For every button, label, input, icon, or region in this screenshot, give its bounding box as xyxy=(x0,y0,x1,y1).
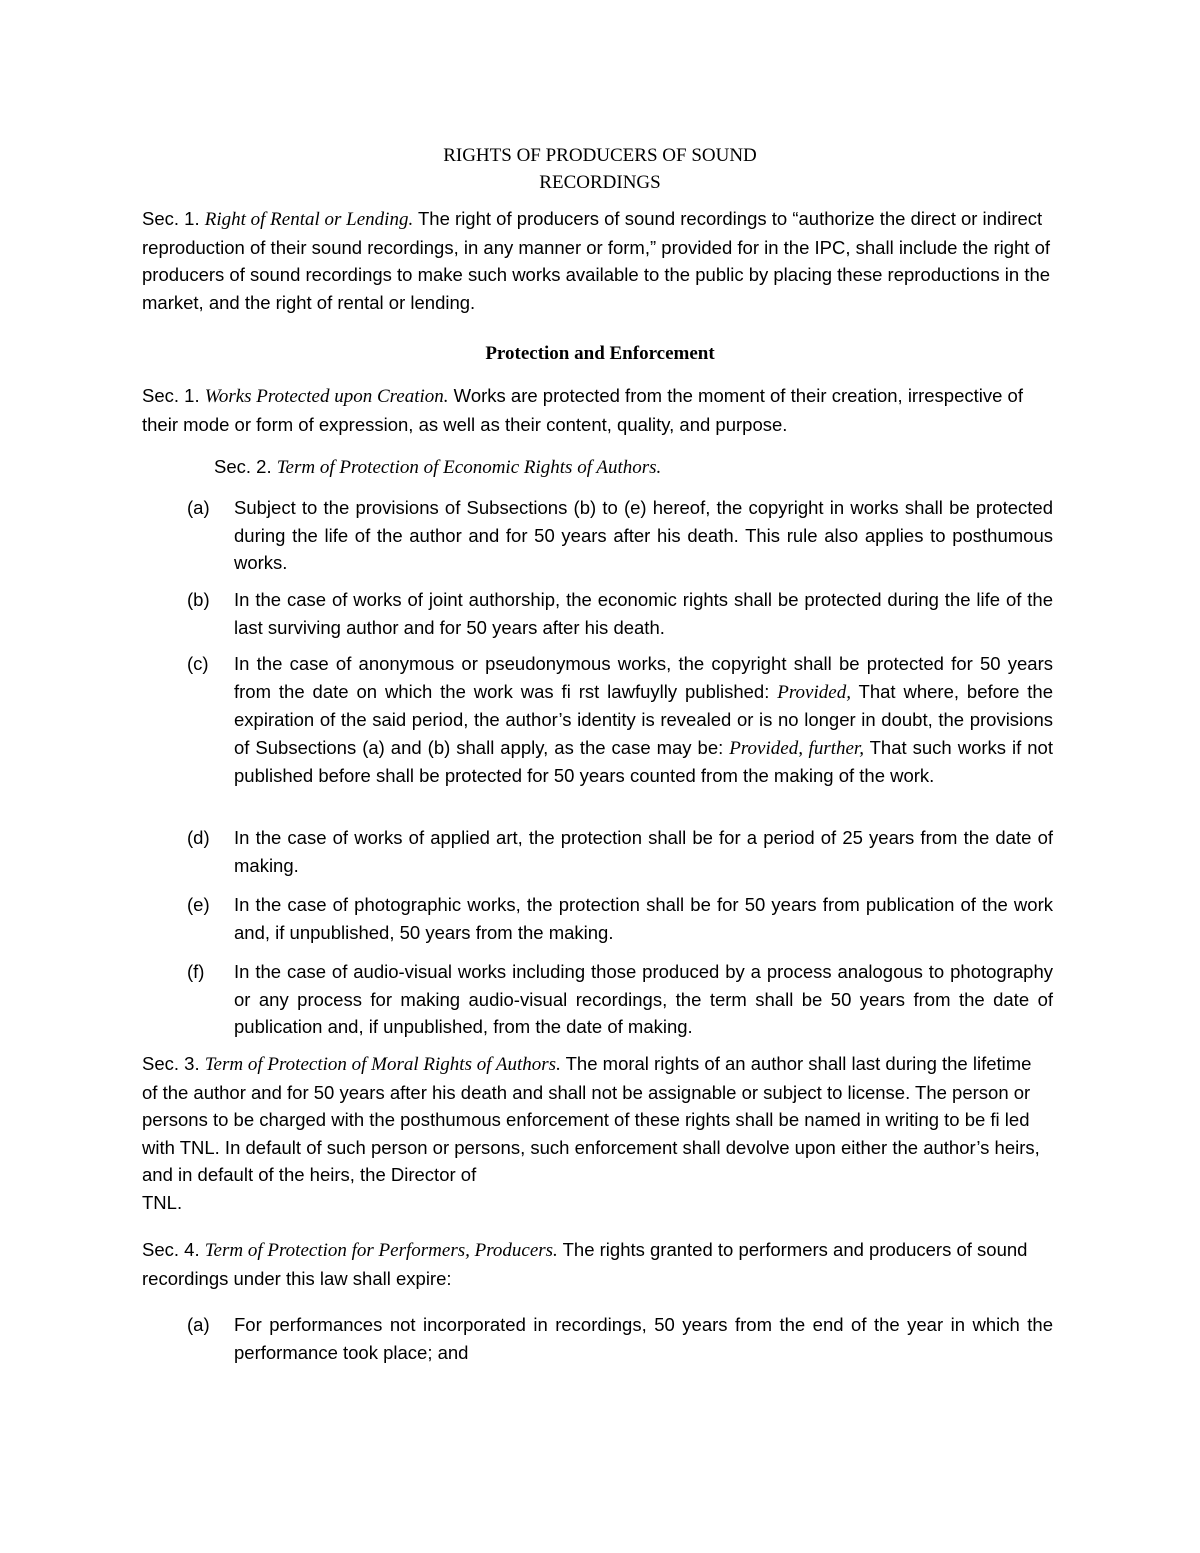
text-segment: That such works if not published before shall be protected for 50 years counted from the making of the work. xyxy=(234,736,1053,786)
title-line-2: RECORDINGS xyxy=(539,172,661,193)
list-item xyxy=(187,650,1053,790)
section-title: Right of Rental or Lending. xyxy=(204,209,414,230)
section-number: Sec. 3. xyxy=(142,1053,205,1074)
list-item-text: In the case of photographic works, the protection shall be for 50 years from publication of the work and, if unpublished, 50 years from the making. xyxy=(234,894,1053,943)
works-protected-paragraph xyxy=(142,382,1042,438)
list-item-label: (f) xyxy=(187,961,205,982)
section-body: The rights granted to performers and producers of sound recordings under this law shall expire: xyxy=(142,1239,1028,1289)
list-item-label: (a) xyxy=(187,497,210,518)
section-number: Sec. 4. xyxy=(142,1239,205,1260)
section-title: Term of Protection of Moral Rights of Authors. xyxy=(204,1054,561,1075)
list-item-text xyxy=(234,650,1053,790)
section-title: Works Protected upon Creation. xyxy=(204,386,449,407)
section-body: The moral rights of an author shall last during the lifetime of the author and for 50 years after his death and shall not be assignable or subject to license. The person or persons to be charged with the posthumous enforcement of these rights shall be named in writing to be fi led with TNL. In default of such person or persons, such enforcement shall devolve upon either the author’s heirs, and in default of the heirs, the Director of xyxy=(142,1053,1040,1185)
text-segment: That where, before the expiration of the said period, the author’s identity is revealed or is no longer in doubt, the provisions of Subsections (a) and (b) shall apply, as the case may be: xyxy=(234,680,1053,758)
section-body-last-line: TNL. xyxy=(142,1191,183,1213)
economic-rights-heading xyxy=(214,453,1014,482)
list-item-label: (a) xyxy=(187,1314,210,1335)
proviso-term: Provided, further, xyxy=(729,737,864,759)
performers-paragraph xyxy=(142,1236,1054,1292)
list-item-label: (b) xyxy=(187,589,210,610)
list-item-text: For performances not incorporated in recordings, 50 years from the end of the year in which the performance took place; and xyxy=(234,1314,1053,1363)
list-item xyxy=(187,958,1053,1041)
rental-lending-paragraph xyxy=(142,205,1060,316)
protection-enforcement-heading: Protection and Enforcement xyxy=(485,343,715,364)
section-number: Sec. 2. xyxy=(214,456,277,477)
list-item-text: In the case of works of applied art, the protection shall be for a period of 25 years from the date of making. xyxy=(234,827,1053,876)
list-item xyxy=(187,586,1053,641)
section-number: Sec. 1. xyxy=(142,385,205,406)
list-item xyxy=(187,824,1053,879)
section-title: Term of Protection for Performers, Producers. xyxy=(204,1240,558,1261)
moral-rights-paragraph xyxy=(142,1050,1052,1216)
section-body: The right of producers of sound recordings to “authorize the direct or indirect reproduction of their sound recordings, in any manner or form,” provided for in the IPC, shall include the right of producers of sound recordings to make such works available to the public by placing these reproductions in the market, and the right of rental or lending. xyxy=(142,208,1051,313)
list-item-label: (e) xyxy=(187,894,210,915)
document-title xyxy=(0,142,1200,196)
text-segment: In the case of anonymous or pseudonymous works, the copyright shall be protected for 50 years from the date on which the work was fi rst lawfuylly published: xyxy=(234,653,1053,702)
list-item-text: Subject to the provisions of Subsections (b) to (e) hereof, the copyright in works shall be protected during the life of the author and for 50 years after his death. This rule also applies to posthumous works. xyxy=(234,497,1053,573)
proviso-term: Provided, xyxy=(777,681,851,703)
section-title: Term of Protection of Economic Rights of Authors. xyxy=(276,457,662,478)
section-number: Sec. 1. xyxy=(142,208,205,229)
title-line-1: RIGHTS OF PRODUCERS OF SOUND xyxy=(443,145,757,166)
section-body: Works are protected from the moment of their creation, irrespective of their mode or form of expression, as well as their content, quality, and purpose. xyxy=(142,385,1023,435)
list-item-text: In the case of works of joint authorship, the economic rights shall be protected during the life of the last surviving author and for 50 years after his death. xyxy=(234,589,1053,638)
list-item xyxy=(187,494,1053,577)
list-item-text: In the case of audio-visual works including those produced by a process analogous to photography or any process for making audio-visual recordings, the term shall be 50 years from the date of publication and, if unpublished, from the date of making. xyxy=(234,961,1053,1037)
list-item xyxy=(187,1311,1053,1366)
list-item-label: (d) xyxy=(187,827,210,848)
list-item-label: (c) xyxy=(187,653,209,674)
list-item xyxy=(187,891,1053,946)
